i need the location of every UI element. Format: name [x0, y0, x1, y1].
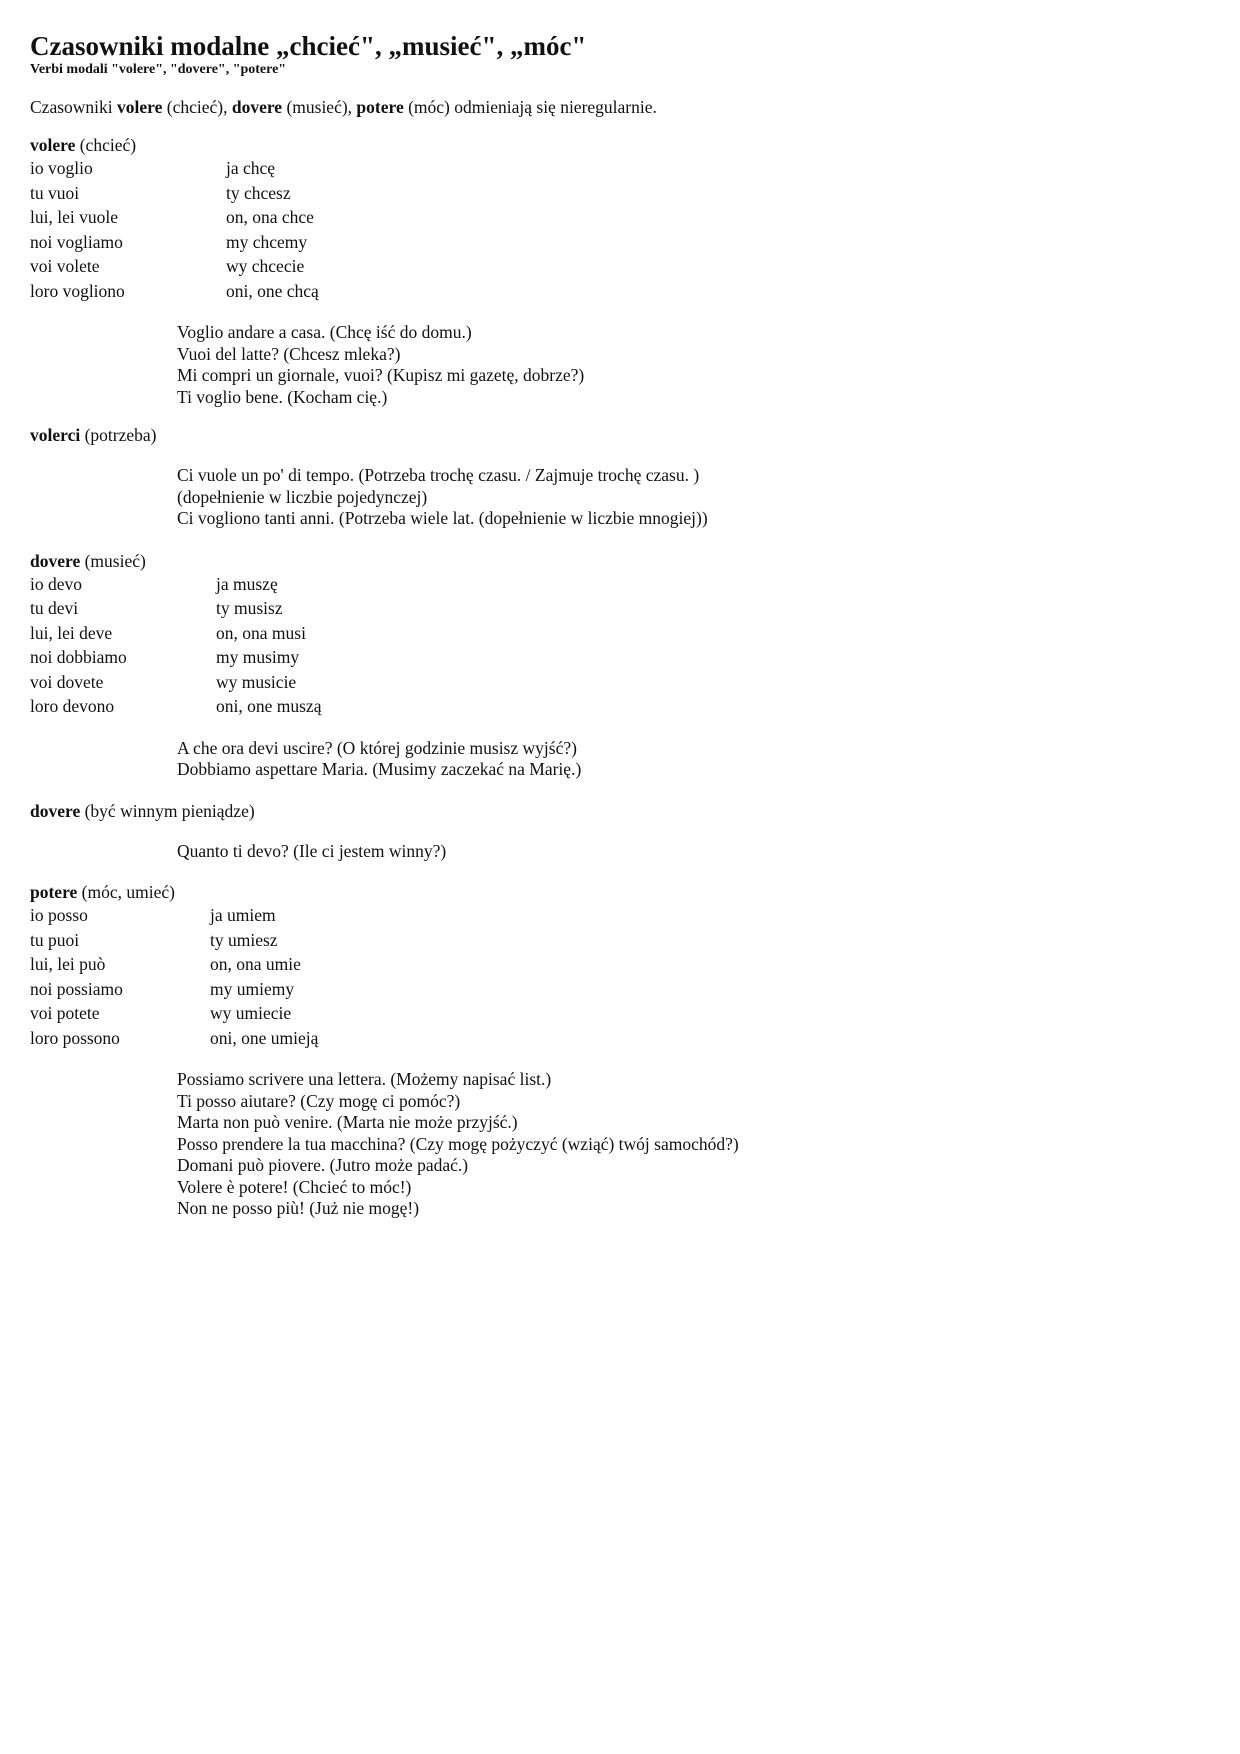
- example-sentence: Ci vuole un po' di tempo. (Potrzeba trochę czasu. / Zajmuje trochę czasu. ): [177, 465, 700, 485]
- conjugation-row: [30, 230, 1210, 255]
- conjugation-row: [30, 621, 1210, 646]
- example-sentence: Quanto ti devo? (Ile ci jestem winny?): [177, 840, 447, 861]
- conjugation-row: [30, 952, 1210, 977]
- dovere-debt-heading-gloss: (być winnym pieniądze): [80, 800, 255, 821]
- italian-form: lui, lei vuole: [30, 207, 118, 227]
- page-title: Czasowniki modalne „chcieć", „musieć", „móc": [30, 31, 587, 61]
- italian-form: voi dovete: [30, 671, 104, 692]
- conjugation-row: [30, 977, 1210, 1002]
- potere-heading-verb: potere: [30, 882, 78, 902]
- polish-form: ty chcesz: [226, 182, 291, 203]
- italian-form: noi vogliamo: [30, 231, 123, 252]
- polish-form: my umiemy: [210, 978, 295, 999]
- intro-verb-volere: volere: [117, 97, 163, 117]
- intro-text: Czasowniki: [30, 97, 118, 117]
- conjugation-row: [30, 596, 1210, 621]
- page-subtitle: Verbi modali "volere", "dovere", "potere": [30, 62, 287, 77]
- example-sentence: Dobbiamo aspettare Maria. (Musimy zaczekać na Marię.): [177, 759, 582, 779]
- polish-form: ja umiem: [210, 905, 276, 925]
- polish-form: wy musicie: [216, 671, 297, 692]
- polish-form: on, ona chce: [226, 207, 314, 227]
- dovere-debt-heading-verb: dovere: [30, 800, 81, 821]
- dovere-debt-examples: [177, 841, 1210, 863]
- volere-conjugation-table: [30, 156, 1210, 303]
- potere-examples: [177, 1069, 1210, 1220]
- conjugation-row: [30, 1026, 1210, 1051]
- polish-form: my chcemy: [226, 231, 308, 252]
- polish-form: oni, one muszą: [216, 696, 322, 716]
- italian-form: tu devi: [30, 598, 79, 618]
- conjugation-row: [30, 254, 1210, 279]
- italian-form: io voglio: [30, 158, 93, 178]
- example-sentence: Marta non può venire. (Marta nie może przyjść.): [177, 1112, 518, 1132]
- volerci-heading-verb: volerci: [30, 425, 81, 445]
- italian-form: noi possiamo: [30, 978, 123, 999]
- example-sentence: Non ne posso più! (Już nie mogę!): [177, 1198, 420, 1218]
- conjugation-row: [30, 156, 1210, 181]
- example-sentence: Domani può piovere. (Jutro może padać.): [177, 1155, 469, 1175]
- polish-form: oni, one chcą: [226, 280, 319, 301]
- polish-form: ty umiesz: [210, 929, 278, 950]
- italian-form: loro devono: [30, 696, 115, 716]
- italian-form: io posso: [30, 905, 88, 925]
- intro-text: (chcieć),: [162, 97, 232, 117]
- example-sentence: (dopełnienie w liczbie pojedynczej): [177, 486, 428, 507]
- volere-heading: [30, 134, 1210, 156]
- example-sentence: Vuoi del latte? (Chcesz mleka?): [177, 343, 401, 364]
- example-sentence: Mi compri un giornale, vuoi? (Kupisz mi gazetę, dobrze?): [177, 365, 585, 385]
- example-sentence: Posso prendere la tua macchina? (Czy mogę pożyczyć (wziąć) twój samochód?): [177, 1133, 739, 1154]
- italian-form: io devo: [30, 573, 83, 594]
- potere-heading: [30, 881, 1210, 903]
- dovere-debt-heading: [30, 800, 1210, 822]
- conjugation-row: [30, 670, 1210, 695]
- volere-heading-gloss: (chcieć): [75, 135, 137, 155]
- italian-form: lui, lei può: [30, 954, 106, 974]
- conjugation-row: [30, 903, 1210, 928]
- example-sentence: Ci vogliono tanti anni. (Potrzeba wiele lat. (dopełnienie w liczbie mnogiej)): [177, 508, 708, 528]
- example-sentence: Possiamo scrivere una lettera. (Możemy napisać list.): [177, 1069, 552, 1089]
- example-sentence: Ti voglio bene. (Kocham cię.): [177, 386, 388, 407]
- conjugation-row: [30, 694, 1210, 719]
- polish-form: wy chcecie: [226, 256, 305, 276]
- intro-text: (móc) odmieniają się nieregularnie.: [403, 97, 657, 117]
- italian-form: loro vogliono: [30, 280, 125, 301]
- intro-verb-potere: potere: [356, 97, 404, 117]
- italian-form: lui, lei deve: [30, 622, 113, 643]
- polish-form: oni, one umieją: [210, 1027, 319, 1048]
- conjugation-row: [30, 1001, 1210, 1026]
- conjugation-row: [30, 572, 1210, 597]
- polish-form: on, ona musi: [216, 622, 306, 643]
- intro-text: (musieć),: [282, 97, 357, 117]
- conjugation-row: [30, 181, 1210, 206]
- italian-form: voi volete: [30, 256, 100, 276]
- example-sentence: Ti posso aiutare? (Czy mogę ci pomóc?): [177, 1090, 461, 1111]
- potere-heading-gloss: (móc, umieć): [77, 882, 175, 902]
- italian-form: noi dobbiamo: [30, 647, 127, 667]
- intro-paragraph: [30, 96, 1210, 118]
- polish-form: ja chcę: [226, 158, 276, 178]
- dovere-examples: [177, 738, 1210, 781]
- volere-heading-verb: volere: [30, 135, 76, 155]
- italian-form: loro possono: [30, 1027, 120, 1048]
- dovere-heading-gloss: (musieć): [80, 550, 146, 571]
- polish-form: my musimy: [216, 647, 300, 667]
- polish-form: ja muszę: [216, 573, 278, 594]
- polish-form: on, ona umie: [210, 954, 301, 974]
- italian-form: voi potete: [30, 1003, 100, 1023]
- volerci-heading-gloss: (potrzeba): [80, 425, 157, 445]
- intro-verb-dovere: dovere: [231, 97, 283, 117]
- conjugation-row: [30, 205, 1210, 230]
- italian-form: tu puoi: [30, 929, 80, 950]
- example-sentence: A che ora devi uscire? (O której godzinie musisz wyjść?): [177, 737, 577, 758]
- dovere-conjugation-table: [30, 572, 1210, 719]
- example-sentence: Voglio andare a casa. (Chcę iść do domu.): [177, 322, 472, 342]
- conjugation-row: [30, 645, 1210, 670]
- dovere-heading-verb: dovere: [30, 550, 81, 571]
- potere-conjugation-table: [30, 903, 1210, 1050]
- conjugation-row: [30, 279, 1210, 304]
- italian-form: tu vuoi: [30, 182, 80, 203]
- document-page: [30, 30, 1210, 1220]
- dovere-heading: [30, 550, 1210, 572]
- example-sentence: Volere è potere! (Chcieć to móc!): [177, 1176, 412, 1197]
- volerci-examples: [177, 465, 1210, 530]
- conjugation-row: [30, 928, 1210, 953]
- polish-form: ty musisz: [216, 598, 283, 618]
- volerci-heading: [30, 424, 1210, 446]
- polish-form: wy umiecie: [210, 1003, 292, 1023]
- volere-examples: [177, 322, 1210, 408]
